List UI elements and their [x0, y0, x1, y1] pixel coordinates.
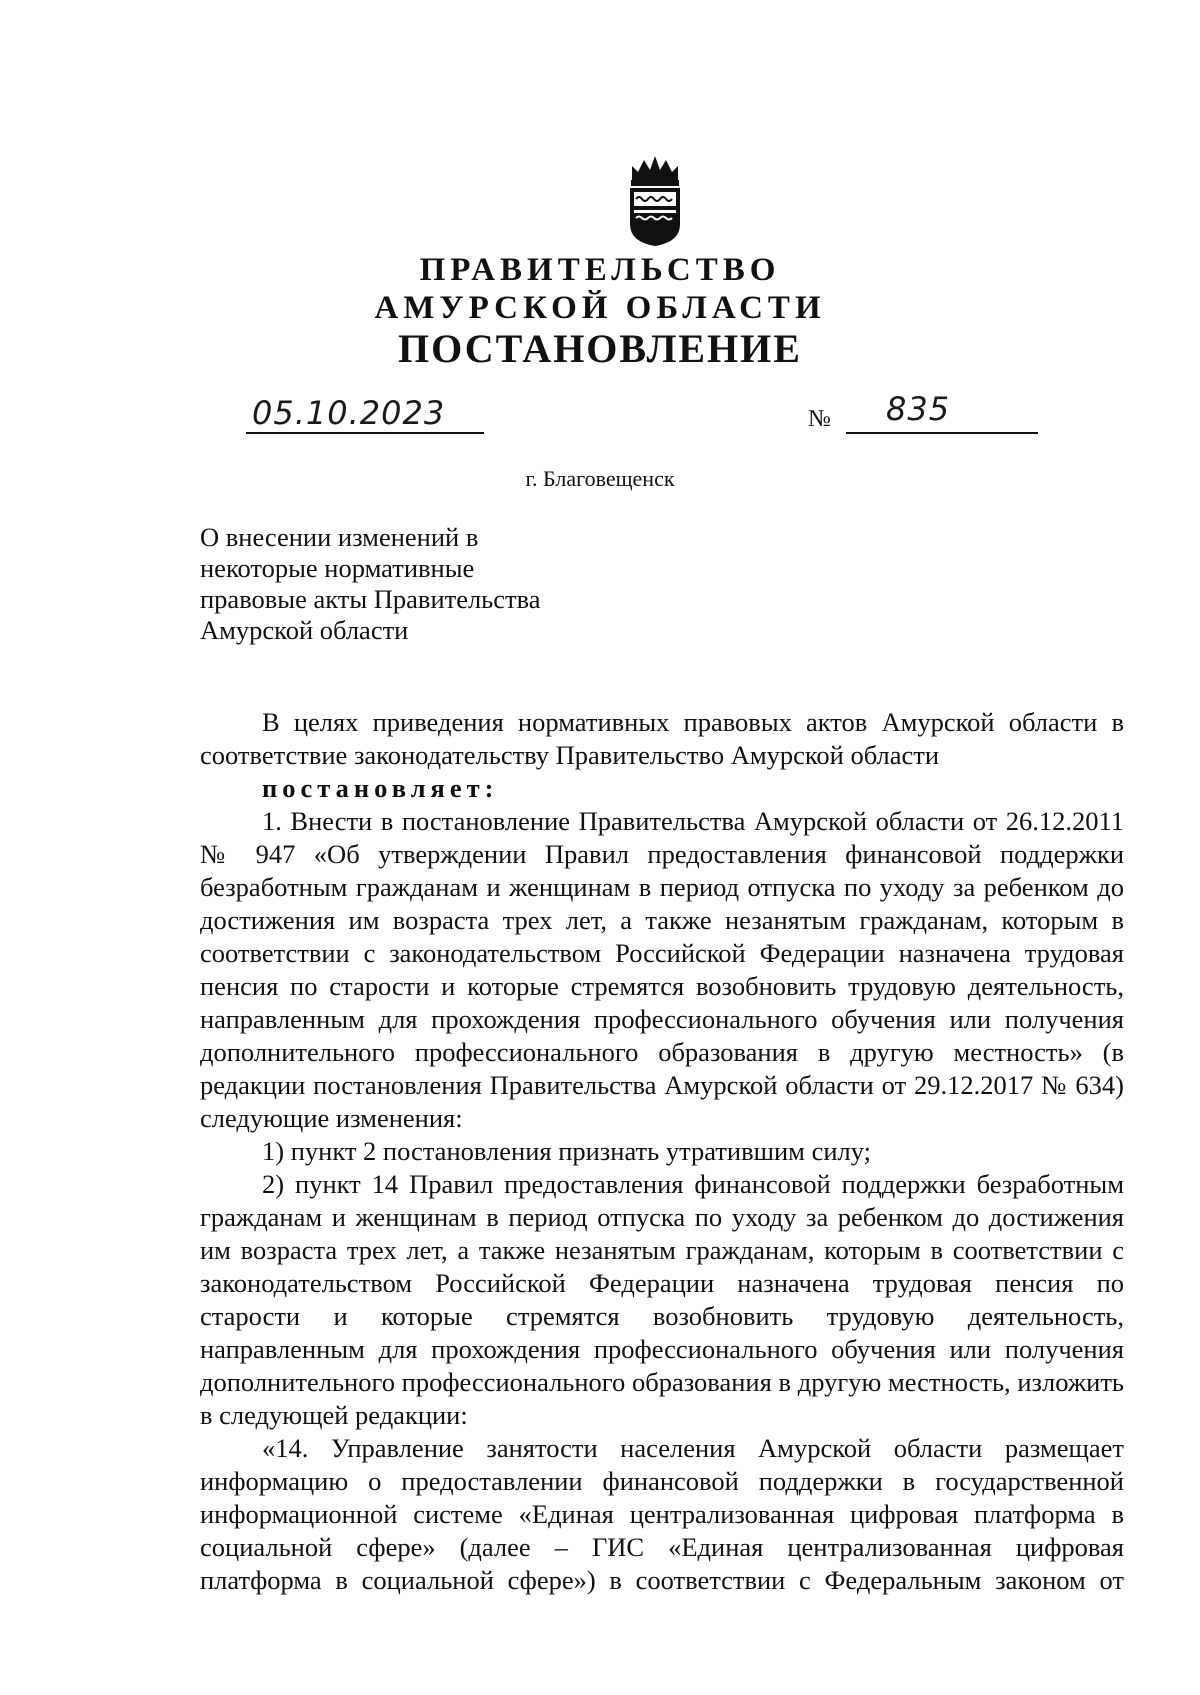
org-name-line-1: ПРАВИТЕЛЬСТВО	[419, 252, 781, 288]
document-number: 835	[886, 390, 951, 428]
org-name-line-2: АМУРСКОЙ ОБЛАСТИ	[374, 290, 826, 326]
document-subject	[200, 522, 580, 646]
city-name: г. Благовещенск	[525, 466, 675, 491]
document-type: ПОСТАНОВЛЕНИЕ	[398, 326, 802, 371]
document-date: 05.10.2023	[252, 394, 446, 432]
subject-line: Амурской области	[200, 615, 409, 645]
body-paragraph: 2) пункт 14 Правил предоставления финансовой поддержки безработным гражданам и женщинам в период отпуска по уходу за ребенком до достижения им возраста трех лет, а также незанятым гражданам, которым в соответствии с законодательством Российской Федерации назначена трудовая пенсия по старости и которые стремятся возобновить трудовую деятельность, направленным для прохождения профессионального обучения или получения дополнительного профессионального образования в другую местность, изложить в следующей редакции:	[200, 1169, 1124, 1430]
body-paragraph: «14. Управление занятости населения Амурской области размещает информацию о предоставлении финансовой поддержки в государственной информационной системе «Единая централизованная цифровая платформа в социальной сфере» (далее – ГИС «Единая централизованная цифровая платформа в социальной сфере») в соответствии с Федеральным законом от	[200, 1433, 1124, 1595]
body-paragraph: 1) пункт 2 постановления признать утратившим силу;	[262, 1136, 871, 1166]
number-underline	[846, 432, 1038, 434]
body-paragraph: 1. Внести в постановление Правительства Амурской области от 26.12.2011 № 947 «Об утверждении Правил предоставления финансовой поддержки безработным гражданам и женщинам в период отпуска по уходу за ребенком до достижения им возраста трех лет, а также незанятым гражданам, которым в соответствии с законодательством Российской Федерации назначена трудовая пенсия по старости и которые стремятся возобновить трудовую деятельность, направленным для прохождения профессионального обучения или получения дополнительного профессионального образования в другую местность» (в редакции постановления Правительства Амурской области от 29.12.2017 № 634) следующие изменения:	[200, 806, 1124, 1133]
document-body	[200, 706, 1124, 1597]
subject-line: О внесении изменений в	[200, 522, 479, 552]
date-underline	[246, 432, 484, 434]
intro-paragraph: В целях приведения нормативных правовых актов Амурской области в соответствие законодательству Правительство Амурской области	[200, 707, 1124, 770]
number-sign: №	[808, 406, 831, 432]
decree-word: постановляет:	[262, 773, 499, 803]
subject-line: некоторые нормативные	[200, 553, 475, 583]
coat-of-arms-emblem	[626, 152, 684, 248]
subject-line: правовые акты Правительства	[200, 584, 541, 614]
